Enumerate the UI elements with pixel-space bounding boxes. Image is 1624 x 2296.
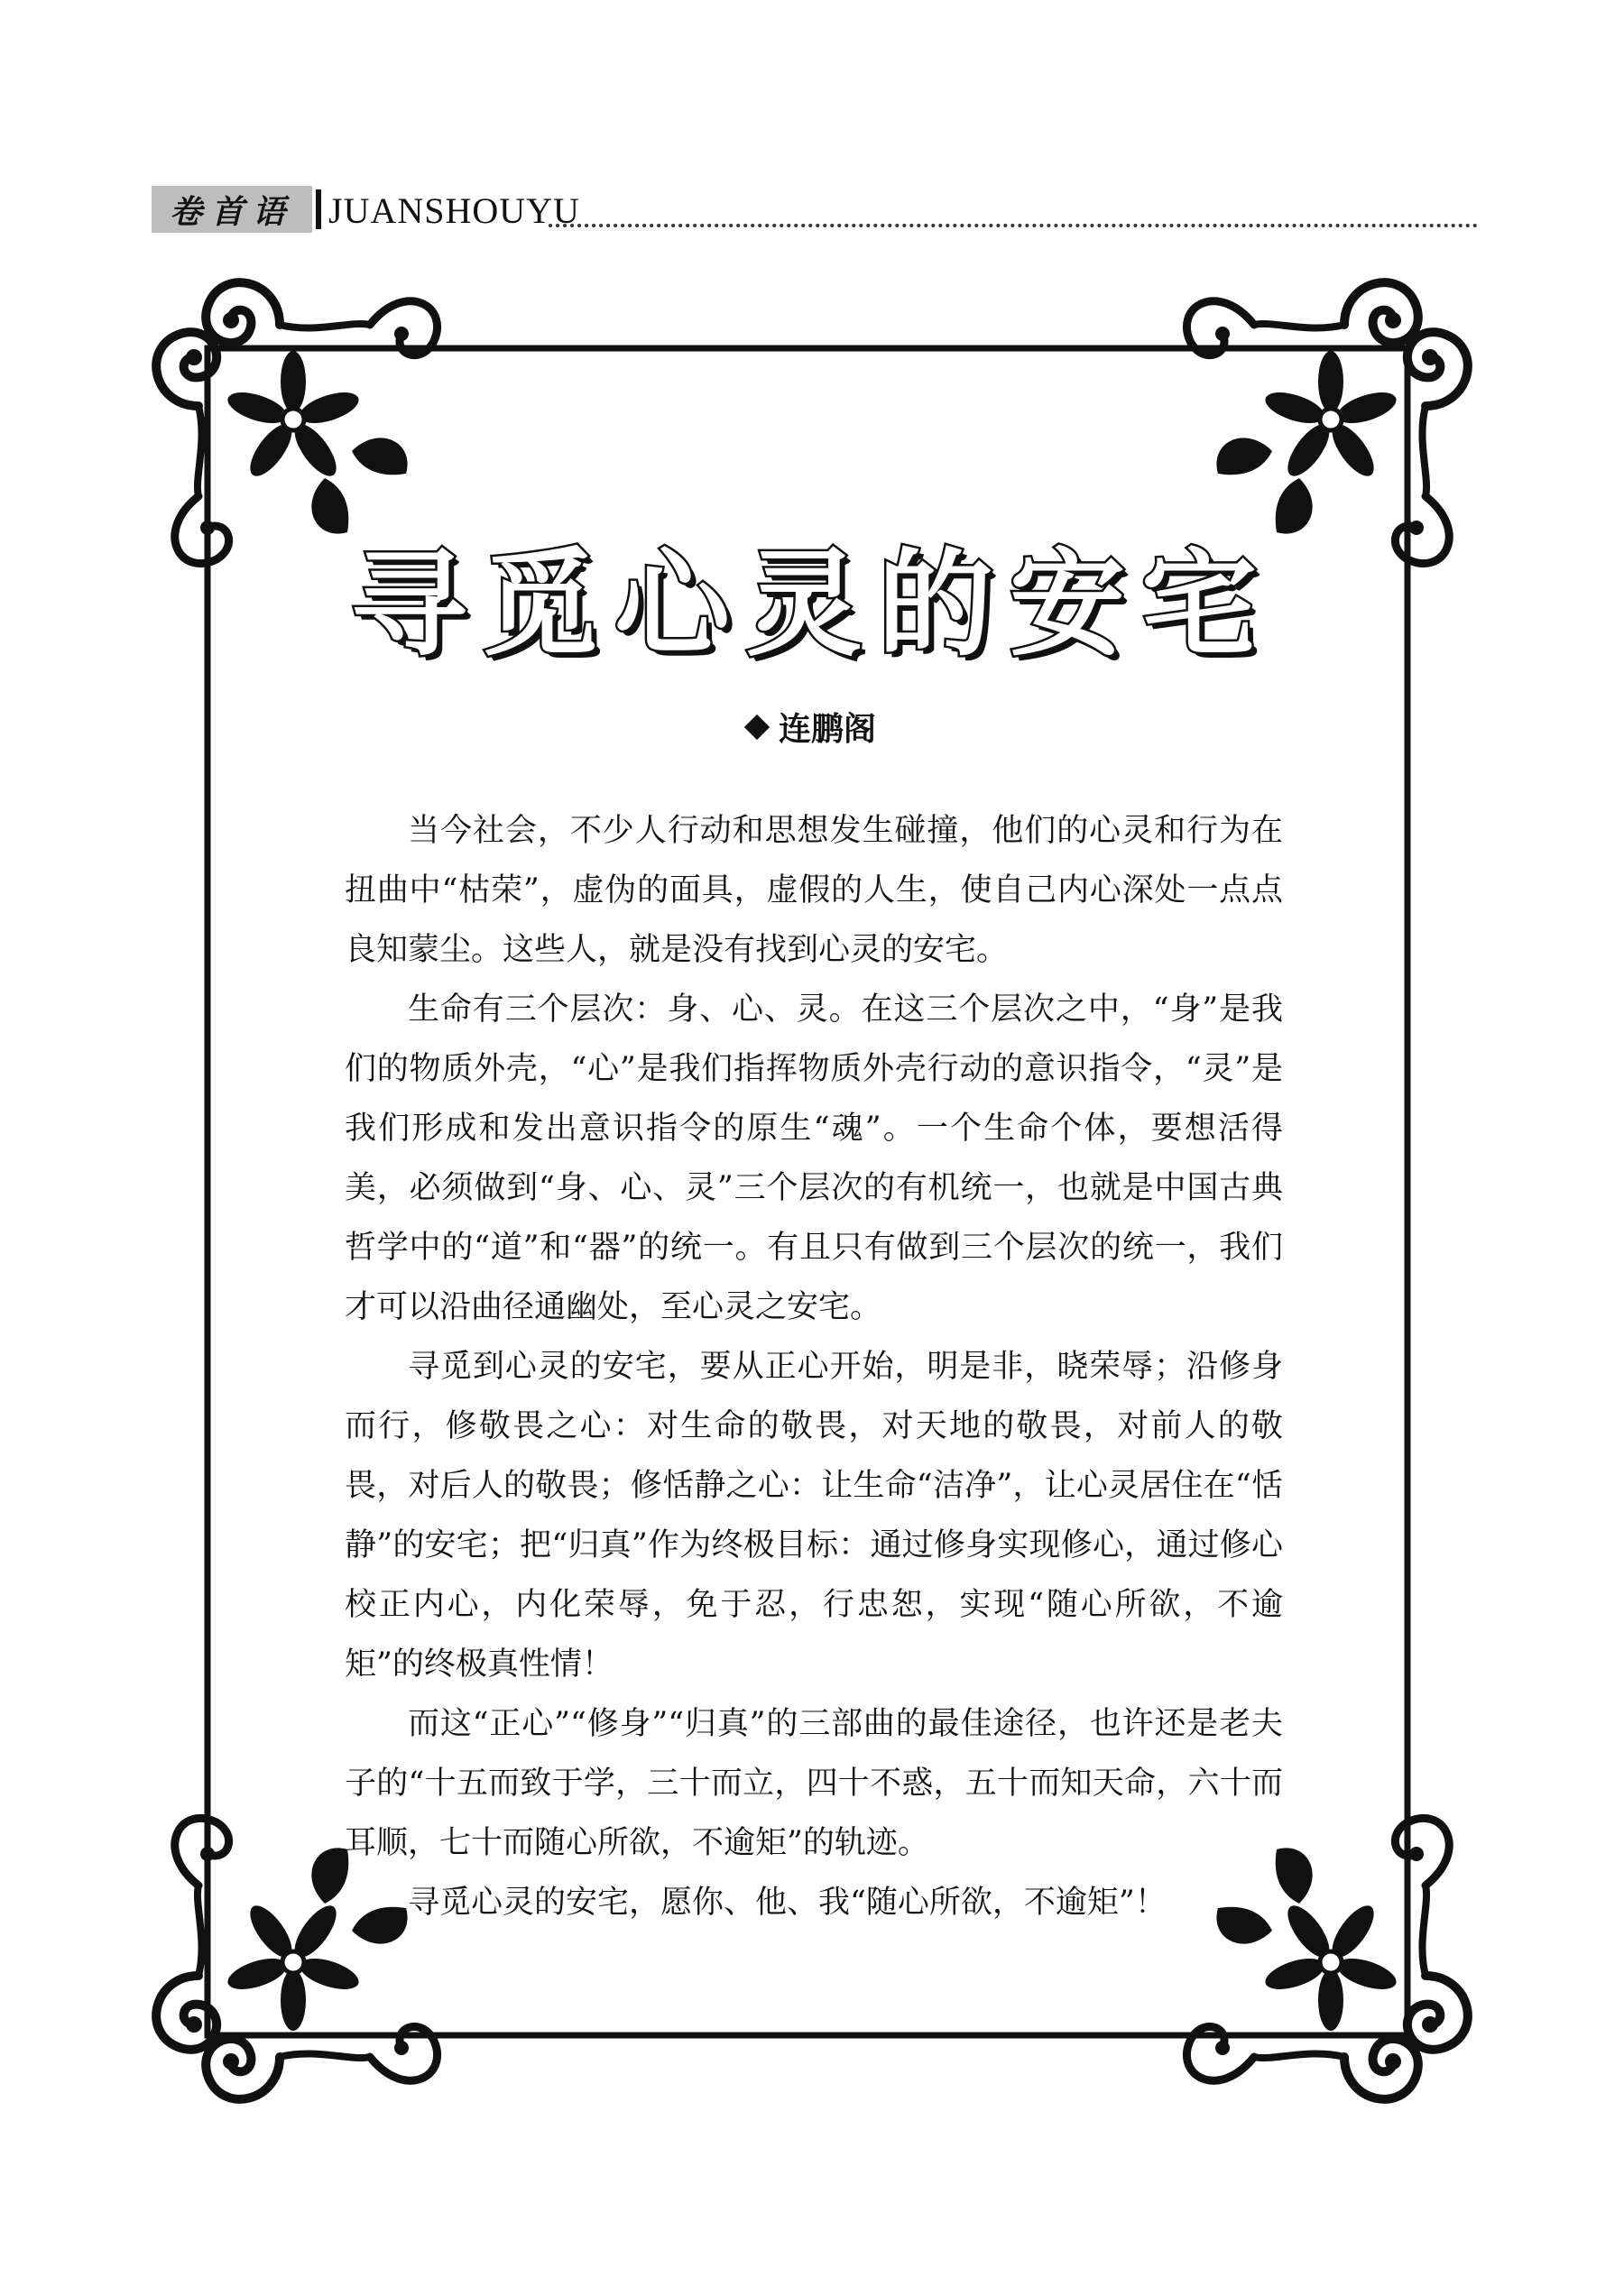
paragraph: 寻觅到心灵的安宅，要从正心开始，明是非，晓荣辱；沿修身而行，修敬畏之心：对生命的敬畏，对天地的敬畏，对前人的敬畏，对后人的敬畏；修恬静之心：让生命“洁净”，让心灵居住在“恬静”的安宅；把“归真”作为终极目标：通过修身实现修心，通过修心校正内心，内化荣辱，免于忍，行忠恕，实现“随心所欲，不逾矩”的终极真性情！ [345,1349,1283,1683]
paragraph: 寻觅心灵的安宅，愿你、他、我“随心所欲，不逾矩”！ [408,1885,1167,1921]
paragraph: 生命有三个层次：身、心、灵。在这三个层次之中，“身”是我们的物质外壳，“心”是我们指挥物质外壳行动的意识指令，“灵”是我们形成和发出意识指令的原生“魂”。一个生命个体，要想活得美，必须做到“身、心、灵”三个层次的有机统一，也就是中国古典哲学中的“道”和“器”的统一。有且只有做到三个层次的统一，我们才可以沿曲径通幽处，至心灵之安宅。 [345,991,1283,1325]
article-title: 寻觅心灵的安宅 [350,537,1273,672]
corner-ornament-top-right [1186,282,1467,563]
article-body [345,801,1283,1932]
column-pinyin: JUANSHOUYU [328,190,580,231]
column-tag: 卷首语 [152,186,312,233]
corner-ornament-top-left [156,282,437,563]
paragraph: 当今社会，不少人行动和思想发生碰撞，他们的心灵和行为在扭曲中“枯荣”，虚伪的面具，虚假的人生，使自己内心深处一点点良知蒙尘。这些人，就是没有找到心灵的安宅。 [345,813,1283,968]
author-name: 连鹏阁 [778,711,876,748]
paragraph: 而这“正心”“修身”“归真”的三部曲的最佳途径，也许还是老夫子的“十五而致于学，三十而立，四十不惑，五十而知天命，六十而耳顺，七十而随心所欲，不逾矩”的轨迹。 [345,1706,1283,1861]
author-line [0,704,1624,750]
diamond-icon [744,715,770,740]
